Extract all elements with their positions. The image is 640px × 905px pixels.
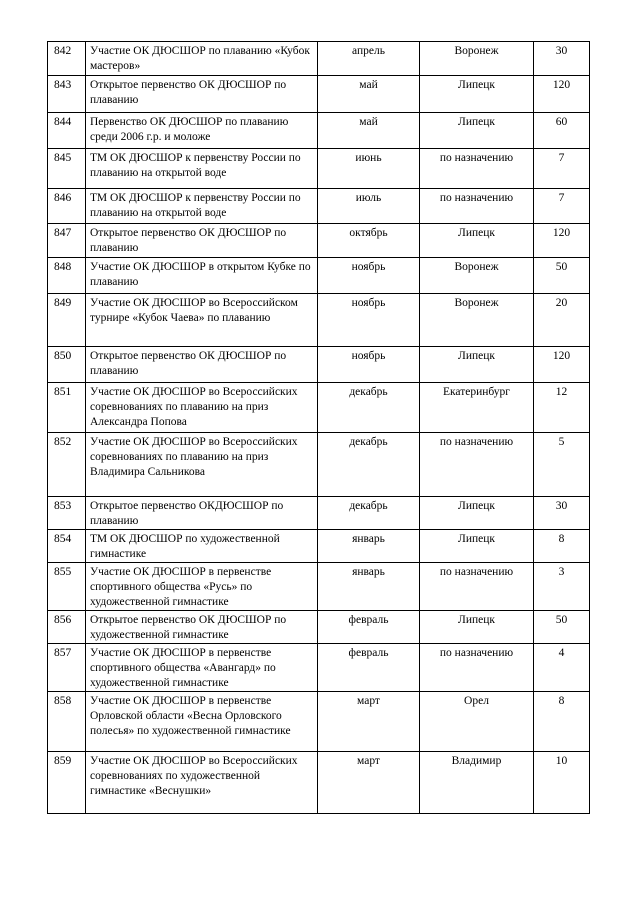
participant-count: 10: [534, 752, 590, 814]
participant-count: 50: [534, 258, 590, 294]
participant-count: 120: [534, 224, 590, 258]
event-name: Участие ОК ДЮСШОР во Всероссийских соревнованиях по художественной гимнастике «Веснушки»: [86, 752, 318, 814]
event-name: ТМ ОК ДЮСШОР к первенству России по плаванию на открытой воде: [86, 149, 318, 189]
event-month: март: [318, 692, 420, 752]
event-place: Липецк: [420, 76, 534, 113]
table-row: [48, 189, 590, 224]
participant-count: 60: [534, 113, 590, 149]
event-month: декабрь: [318, 497, 420, 530]
row-number: 853: [48, 497, 86, 530]
event-name: Открытое первенство ОК ДЮСШОР по плаванию: [86, 347, 318, 383]
table-row: [48, 644, 590, 692]
row-number: 848: [48, 258, 86, 294]
event-place: по назначению: [420, 189, 534, 224]
table-row: [48, 42, 590, 76]
event-place: Липецк: [420, 497, 534, 530]
table-row: [48, 433, 590, 497]
event-place: Воронеж: [420, 258, 534, 294]
table-row: [48, 530, 590, 563]
event-name: Открытое первенство ОК ДЮСШОР по плаванию: [86, 224, 318, 258]
row-number: 844: [48, 113, 86, 149]
event-place: Орел: [420, 692, 534, 752]
row-number: 854: [48, 530, 86, 563]
event-month: март: [318, 752, 420, 814]
event-place: Владимир: [420, 752, 534, 814]
event-month: ноябрь: [318, 294, 420, 347]
table-row: [48, 611, 590, 644]
participant-count: 8: [534, 692, 590, 752]
participant-count: 20: [534, 294, 590, 347]
row-number: 845: [48, 149, 86, 189]
row-number: 843: [48, 76, 86, 113]
row-number: 849: [48, 294, 86, 347]
participant-count: 3: [534, 563, 590, 611]
event-name: Участие ОК ДЮСШОР по плаванию «Кубок мастеров»: [86, 42, 318, 76]
participant-count: 50: [534, 611, 590, 644]
event-place: по назначению: [420, 563, 534, 611]
table-row: [48, 692, 590, 752]
event-month: январь: [318, 563, 420, 611]
event-place: Воронеж: [420, 42, 534, 76]
row-number: 855: [48, 563, 86, 611]
row-number: 851: [48, 383, 86, 433]
participant-count: 4: [534, 644, 590, 692]
event-name: Первенство ОК ДЮСШОР по плаванию среди 2006 г.р. и моложе: [86, 113, 318, 149]
row-number: 857: [48, 644, 86, 692]
event-place: Липецк: [420, 224, 534, 258]
events-table-body: [48, 42, 590, 814]
participant-count: 8: [534, 530, 590, 563]
event-month: февраль: [318, 611, 420, 644]
event-place: по назначению: [420, 149, 534, 189]
event-month: ноябрь: [318, 258, 420, 294]
event-name: Участие ОК ДЮСШОР во Всероссийских соревнованиях по плаванию на приз Александра Попова: [86, 383, 318, 433]
event-place: Воронеж: [420, 294, 534, 347]
event-name: Участие ОК ДЮСШОР во Всероссийском турнире «Кубок Чаева» по плаванию: [86, 294, 318, 347]
table-row: [48, 224, 590, 258]
row-number: 852: [48, 433, 86, 497]
event-month: апрель: [318, 42, 420, 76]
row-number: 846: [48, 189, 86, 224]
event-name: Участие ОК ДЮСШОР в первенстве спортивного общества «Русь» по художественной гимнастике: [86, 563, 318, 611]
event-name: Участие ОК ДЮСШОР в первенстве Орловской области «Весна Орловского полесья» по художественной гимнастике: [86, 692, 318, 752]
event-month: ноябрь: [318, 347, 420, 383]
table-row: [48, 76, 590, 113]
event-month: октябрь: [318, 224, 420, 258]
event-name: Открытое первенство ОК ДЮСШОР по художественной гимнастике: [86, 611, 318, 644]
event-name: Участие ОК ДЮСШОР в открытом Кубке по плаванию: [86, 258, 318, 294]
event-month: май: [318, 113, 420, 149]
event-month: май: [318, 76, 420, 113]
events-table: [47, 41, 590, 814]
participant-count: 120: [534, 76, 590, 113]
event-place: по назначению: [420, 644, 534, 692]
table-row: [48, 563, 590, 611]
table-row: [48, 258, 590, 294]
event-month: январь: [318, 530, 420, 563]
participant-count: 120: [534, 347, 590, 383]
participant-count: 30: [534, 42, 590, 76]
event-place: по назначению: [420, 433, 534, 497]
participant-count: 5: [534, 433, 590, 497]
row-number: 850: [48, 347, 86, 383]
event-month: декабрь: [318, 433, 420, 497]
table-row: [48, 752, 590, 814]
event-name: Участие ОК ДЮСШОР в первенстве спортивного общества «Авангард» по художественной гимнастике: [86, 644, 318, 692]
row-number: 856: [48, 611, 86, 644]
event-name: Открытое первенство ОКДЮСШОР по плаванию: [86, 497, 318, 530]
event-place: Липецк: [420, 530, 534, 563]
event-month: февраль: [318, 644, 420, 692]
event-month: июль: [318, 189, 420, 224]
participant-count: 7: [534, 149, 590, 189]
table-row: [48, 113, 590, 149]
event-place: Липецк: [420, 113, 534, 149]
participant-count: 12: [534, 383, 590, 433]
event-name: ТМ ОК ДЮСШОР к первенству России по плаванию на открытой воде: [86, 189, 318, 224]
participant-count: 30: [534, 497, 590, 530]
row-number: 858: [48, 692, 86, 752]
row-number: 842: [48, 42, 86, 76]
event-month: июнь: [318, 149, 420, 189]
table-row: [48, 149, 590, 189]
row-number: 859: [48, 752, 86, 814]
event-place: Липецк: [420, 347, 534, 383]
event-name: Участие ОК ДЮСШОР во Всероссийских соревнованиях по плаванию на приз Владимира Сальникова: [86, 433, 318, 497]
event-name: Открытое первенство ОК ДЮСШОР по плаванию: [86, 76, 318, 113]
table-row: [48, 294, 590, 347]
participant-count: 7: [534, 189, 590, 224]
event-name: ТМ ОК ДЮСШОР по художественной гимнастике: [86, 530, 318, 563]
event-month: декабрь: [318, 383, 420, 433]
table-row: [48, 383, 590, 433]
table-row: [48, 347, 590, 383]
event-place: Липецк: [420, 611, 534, 644]
event-place: Екатеринбург: [420, 383, 534, 433]
row-number: 847: [48, 224, 86, 258]
table-row: [48, 497, 590, 530]
